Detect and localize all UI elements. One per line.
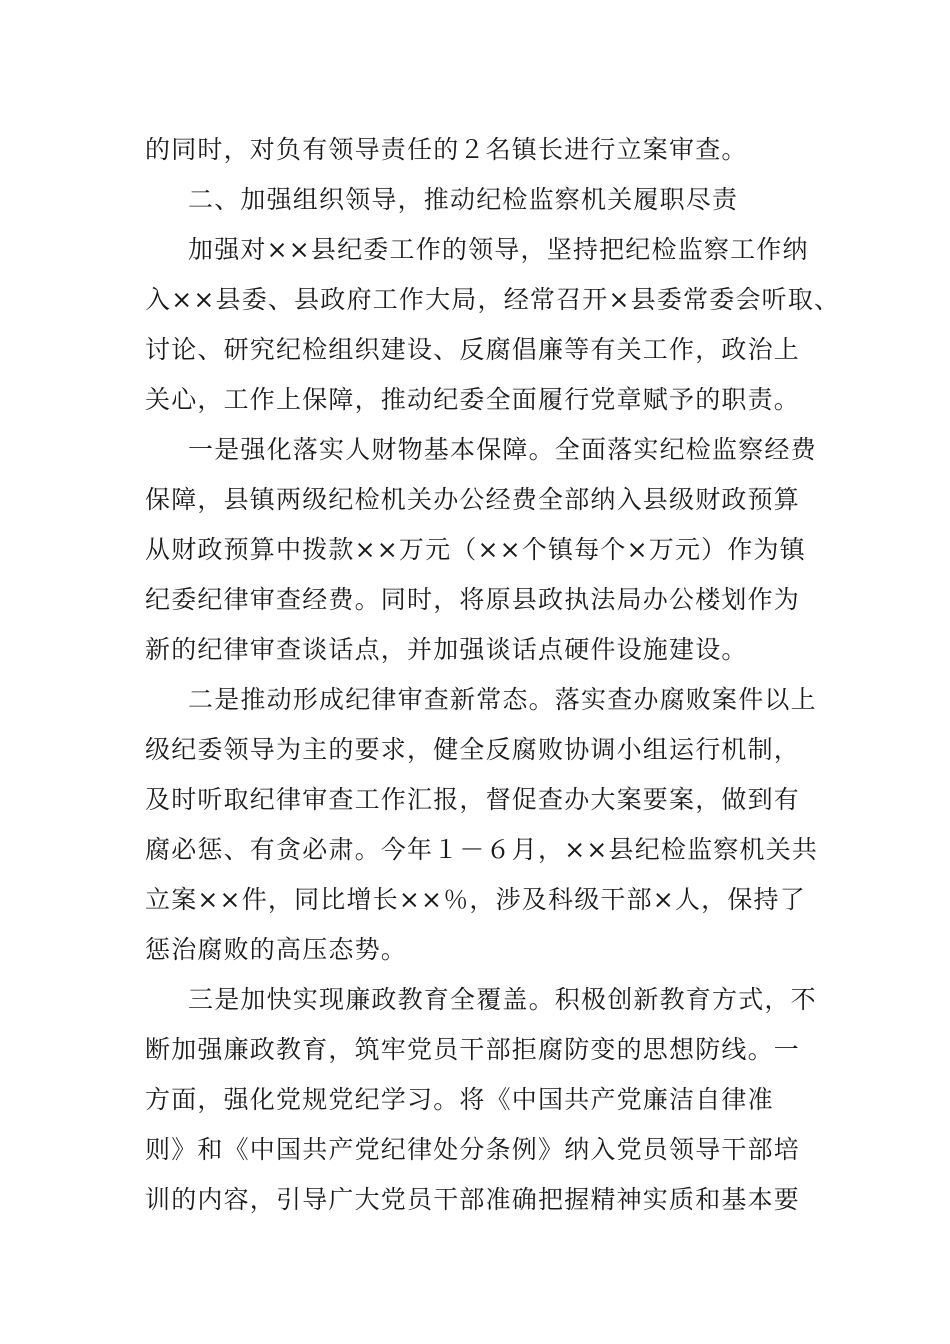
text-line: 训的内容，引导广大党员干部准确把握精神实质和基本要 (145, 1185, 801, 1214)
text-line: 入××县委、县政府工作大局，经常召开×县委常委会听取、 (145, 285, 841, 314)
text-line: 腐必惩、有贪必肃。今年１－６月，××县纪检监察机关共 (145, 835, 819, 864)
text-line: 讨论、研究纪检组织建设、反腐倡廉等有关工作，政治上 (145, 335, 801, 364)
section-heading: 二、加强组织领导，推动纪检监察机关履职尽责 (188, 185, 739, 214)
text-line: 保障，县镇两级纪检机关办公经费全部纳入县级财政预算 (145, 485, 801, 514)
text-line: 惩治腐败的高压态势。 (145, 935, 408, 964)
text-line: 则》和《中国共产党纪律处分条例》纳入党员领导干部培 (145, 1135, 801, 1164)
text-line: 加强对××县纪委工作的领导，坚持把纪检监察工作纳 (188, 235, 809, 264)
text-line: 立案××件，同比增长××％，涉及科级干部×人，保持了 (145, 885, 806, 914)
text-line: 一是强化落实人财物基本保障。全面落实纪检监察经费 (188, 435, 817, 464)
text-line: 级纪委领导为主的要求，健全反腐败协调小组运行机制， (145, 735, 801, 764)
text-line: 二是推动形成纪律审查新常态。落实查办腐败案件以上 (188, 685, 817, 714)
text-line: 的同时，对负有领导责任的２名镇长进行立案审查。 (145, 135, 748, 164)
text-line: 及时听取纪律审查工作汇报，督促查办大案要案，做到有 (145, 785, 801, 814)
text-line: 新的纪律审查谈话点，并加强谈话点硬件设施建设。 (145, 635, 748, 664)
text-line: 断加强廉政教育，筑牢党员干部拒腐防变的思想防线。一 (145, 1035, 801, 1064)
text-line: 从财政预算中拨款××万元（××个镇每个×万元）作为镇 (145, 535, 806, 564)
text-line: 纪委纪律审查经费。同时，将原县政执法局办公楼划作为 (145, 585, 801, 614)
text-line: 三是加快实现廉政教育全覆盖。积极创新教育方式，不 (188, 985, 817, 1014)
text-line: 关心，工作上保障，推动纪委全面履行党章赋予的职责。 (145, 385, 801, 414)
text-line: 方面，强化党规党纪学习。将《中国共产党廉洁自律准 (145, 1085, 774, 1114)
